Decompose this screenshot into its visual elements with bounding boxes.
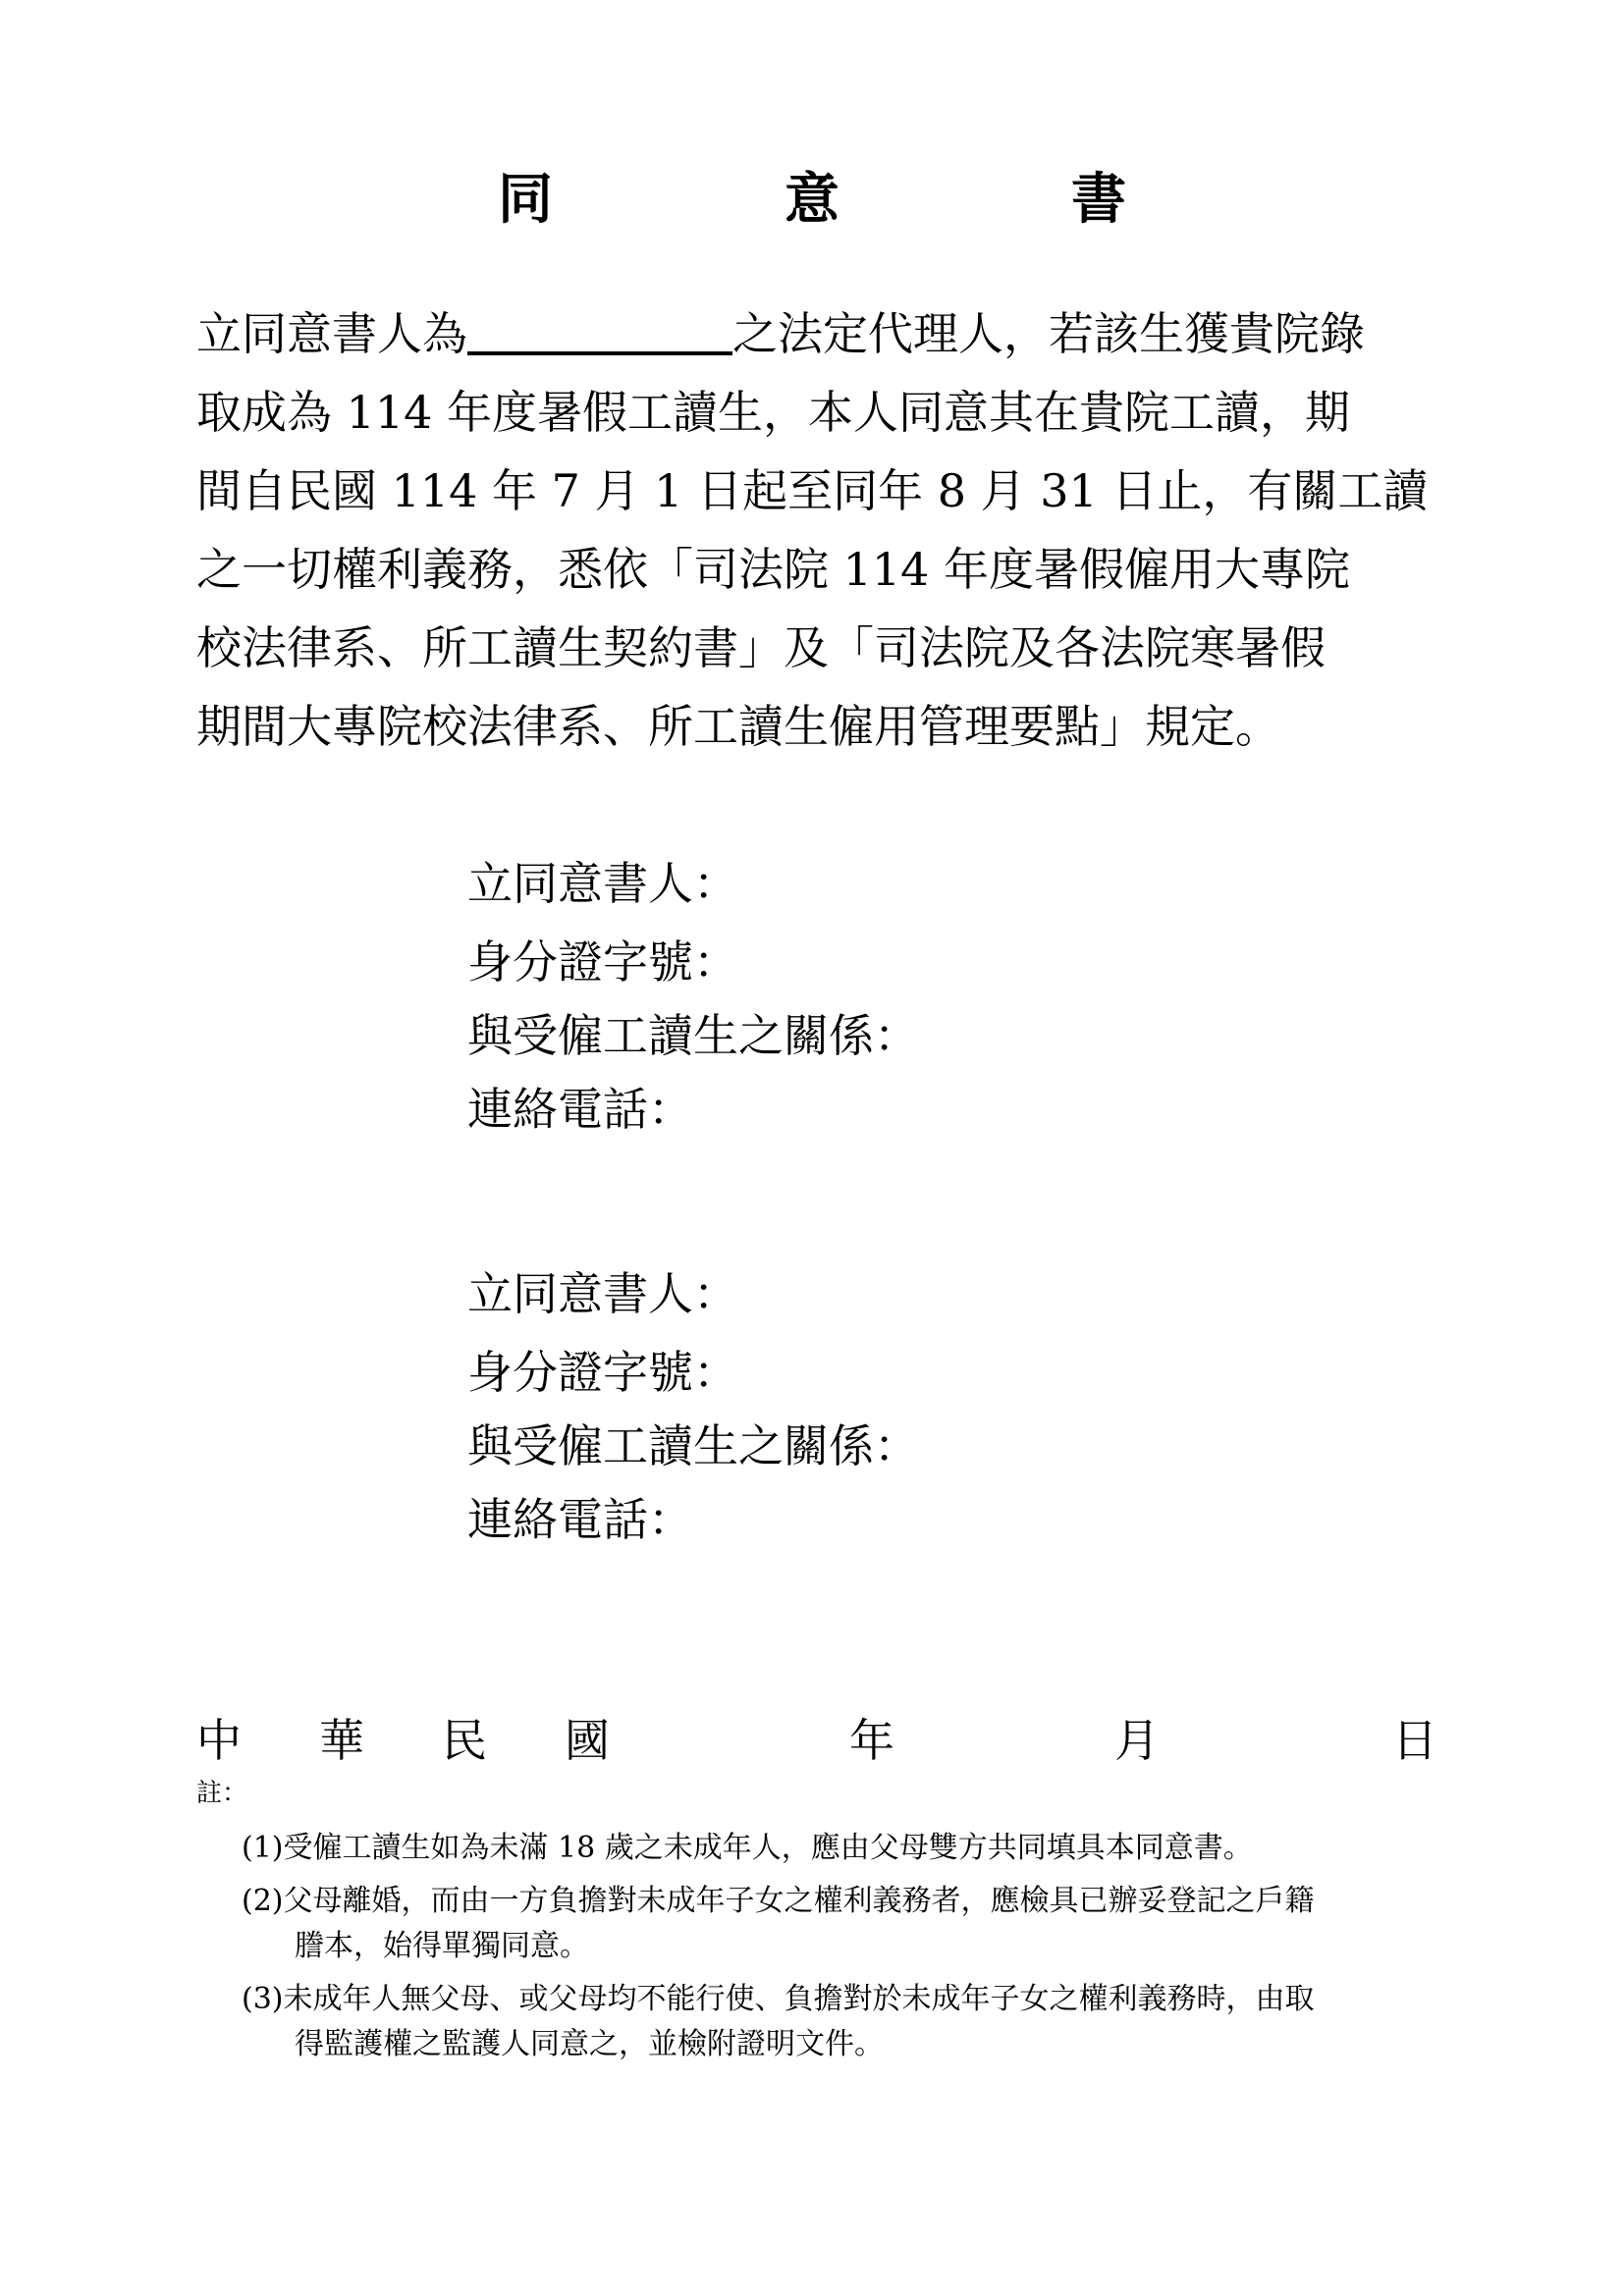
signer-id-field[interactable]: 身分證字號：: [467, 935, 738, 988]
date-month-label[interactable]: 月: [1114, 1714, 1160, 1767]
student-name-blank[interactable]: [467, 306, 732, 355]
consent-statement: [196, 294, 1443, 766]
signer-block-1: [467, 854, 919, 1139]
note-item-2-continued: 謄本，始得單獨同意。: [295, 1929, 589, 1963]
note-item-2: (2)父母離婚，而由一方負擔對未成年子女之權利義務者，應檢具已辦妥登記之戶籍: [242, 1884, 1315, 1918]
date-char: 中: [196, 1714, 242, 1767]
statement-line: 之一切權利義務，悉依「司法院 114 年度暑假僱用大專院: [196, 543, 1351, 596]
statement-text: 之法定代理人，若該生獲貴院錄: [732, 307, 1365, 360]
signer-relation-field[interactable]: 與受僱工讀生之關係：: [467, 1009, 919, 1062]
statement-line: 校法律系、所工讀生契約書」及「司法院及各法院寒暑假: [196, 621, 1326, 674]
statement-line: 期間大專院校法律系、所工讀生僱用管理要點」規定。: [196, 700, 1280, 753]
notes-list: [242, 1826, 1449, 2067]
notes-label: 註：: [196, 1779, 248, 1808]
note-item-3: (3)未成年人無父母、或父母均不能行使、負擔對於未成年子女之權利義務時，由取: [242, 1982, 1315, 2016]
statement-line: 取成為 114 年度暑假工讀生，本人同意其在貴院工讀，期: [196, 386, 1351, 439]
date-char: 國: [565, 1714, 610, 1767]
signer-phone-field[interactable]: 連絡電話：: [467, 1083, 693, 1136]
signer-block-2: [467, 1264, 919, 1549]
date-line: [196, 1713, 1443, 1768]
date-char: 民: [442, 1714, 487, 1767]
signer-name-field[interactable]: 立同意書人：: [467, 857, 738, 910]
signer-name-field[interactable]: 立同意書人：: [467, 1267, 738, 1320]
date-char: 華: [319, 1714, 364, 1767]
signer-relation-field[interactable]: 與受僱工讀生之關係：: [467, 1419, 919, 1472]
statement-text: 立同意書人為: [196, 307, 467, 360]
document-title: 同 意 書: [498, 167, 1215, 232]
statement-line: 間自民國 114 年 7 月 1 日起至同年 8 月 31 日止，有關工讀: [196, 464, 1429, 517]
note-item-1: (1)受僱工讀生如為未滿 18 歲之未成年人，應由父母雙方共同填具本同意書。: [242, 1831, 1253, 1865]
date-year-label[interactable]: 年: [849, 1714, 894, 1767]
statement-line: [196, 294, 1443, 373]
signer-phone-field[interactable]: 連絡電話：: [467, 1493, 693, 1546]
note-item-3-continued: 得監護權之監護人同意之，並檢附證明文件。: [295, 2027, 884, 2061]
date-day-label[interactable]: 日: [1392, 1714, 1437, 1767]
signer-id-field[interactable]: 身分證字號：: [467, 1346, 738, 1399]
